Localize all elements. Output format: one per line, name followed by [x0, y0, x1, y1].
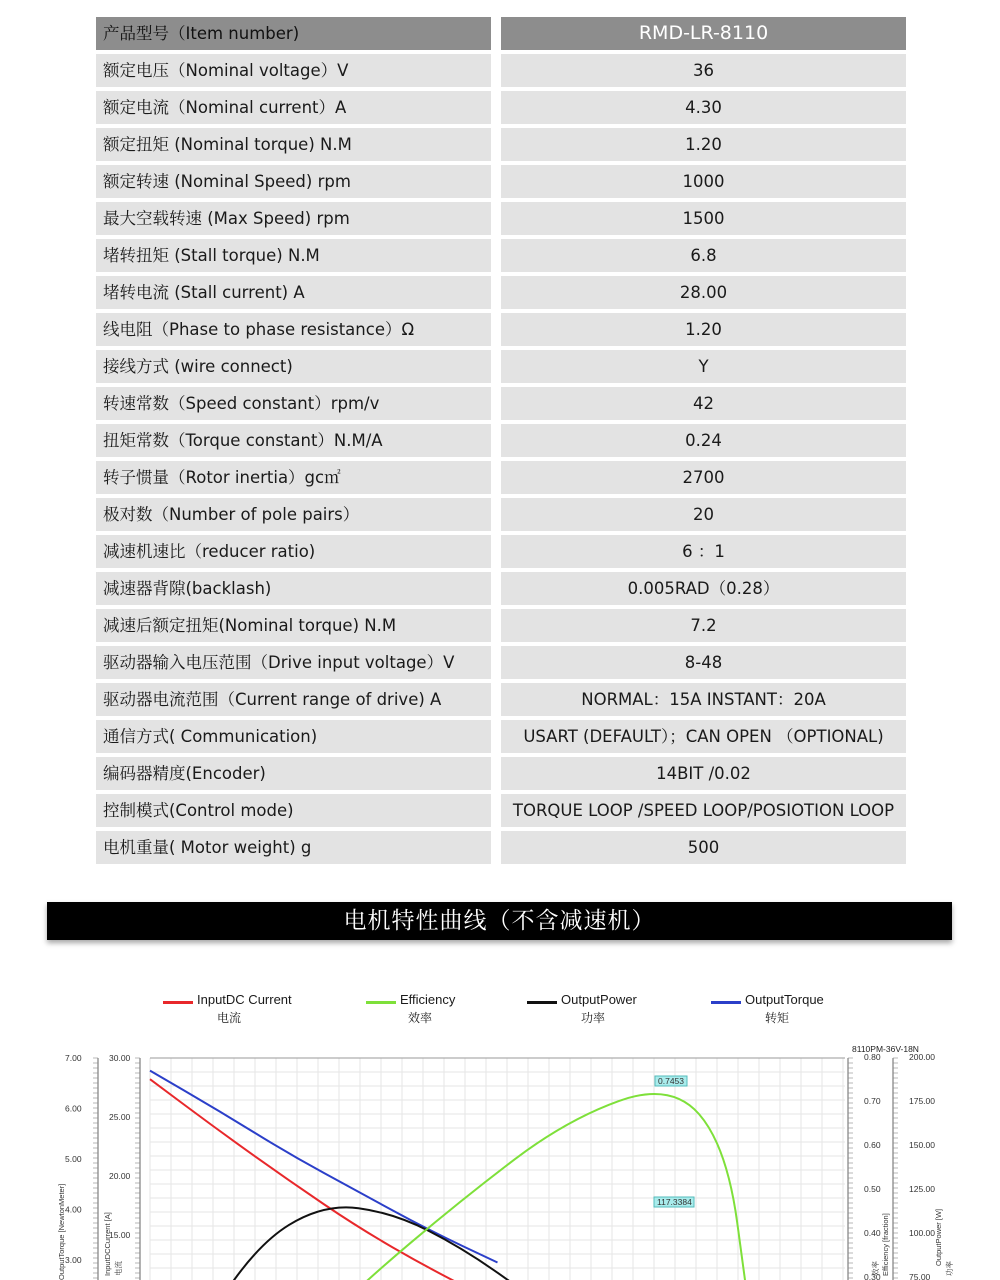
legend-label-power: OutputPower	[561, 992, 637, 1007]
chart-legend	[0, 990, 1000, 1030]
model-tag: 8110PM-36V-18N	[852, 1044, 919, 1054]
spec-row	[96, 535, 906, 568]
spec-label: 通信方式( Communication)	[96, 720, 491, 753]
legend-label-efficiency-cn: 效率	[408, 1011, 433, 1025]
spec-row	[96, 498, 906, 531]
efficiency-tick-label: 0.40	[864, 1228, 881, 1238]
spec-row	[96, 646, 906, 679]
section-banner: 电机特性曲线（不含减速机）	[47, 902, 952, 940]
spec-value: 2700	[501, 461, 906, 494]
power-tick-label: 100.00	[909, 1228, 935, 1238]
spec-label: 接线方式 (wire connect)	[96, 350, 491, 383]
spec-value: 1000	[501, 165, 906, 198]
legend-swatch-power	[527, 1001, 557, 1004]
series-line-outputpower	[185, 1207, 672, 1280]
spec-row	[96, 757, 906, 790]
spec-label: 线电阻（Phase to phase resistance）Ω	[96, 313, 491, 346]
spec-label: 额定电压（Nominal voltage）V	[96, 54, 491, 87]
spec-value: 1.20	[501, 128, 906, 161]
spec-value: 42	[501, 387, 906, 420]
spec-row	[96, 387, 906, 420]
legend-label-current: InputDC Current	[197, 992, 292, 1007]
spec-value: 0.005RAD（0.28）	[501, 572, 906, 605]
spec-header-label: 产品型号（Item number)	[96, 17, 491, 50]
spec-value: 6.8	[501, 239, 906, 272]
current-tick-label: 25.00	[109, 1111, 131, 1122]
efficiency-tick-label: 0.80	[864, 1052, 881, 1062]
spec-row	[96, 572, 906, 605]
spec-label: 极对数（Number of pole pairs）	[96, 498, 491, 531]
legend-label-efficiency: Efficiency	[400, 992, 456, 1007]
spec-label: 堵转扭矩 (Stall torque) N.M	[96, 239, 491, 272]
spec-row	[96, 54, 906, 87]
spec-value: 1.20	[501, 313, 906, 346]
legend-item-current	[163, 990, 323, 1030]
spec-label: 减速器背隙(backlash)	[96, 572, 491, 605]
spec-label: 转子惯量（Rotor inertia）gc㎡	[96, 461, 491, 494]
spec-row	[96, 239, 906, 272]
torque-tick-label: 3.00	[65, 1255, 82, 1265]
legend-item-efficiency	[366, 990, 526, 1030]
spec-value: TORQUE LOOP /SPEED LOOP/POSIOTION LOOP	[501, 794, 906, 827]
spec-label: 减速机速比（reducer ratio)	[96, 535, 491, 568]
spec-value: 28.00	[501, 276, 906, 309]
spec-label: 扭矩常数（Torque constant）N.M/A	[96, 424, 491, 457]
spec-label: 最大空载转速 (Max Speed) rpm	[96, 202, 491, 235]
efficiency-axis-title: Efficiency [fraction]	[881, 1213, 890, 1276]
spec-value: 8-48	[501, 646, 906, 679]
spec-header-value: RMD-LR-8110	[501, 17, 906, 50]
spec-row	[96, 609, 906, 642]
torque-axis-title: OutputTorque [NewtonMeter]	[57, 1183, 66, 1280]
torque-tick-label: 5.00	[65, 1154, 82, 1164]
power-tick-label: 75.00	[909, 1272, 931, 1280]
spec-row	[96, 128, 906, 161]
spec-row	[96, 794, 906, 827]
spec-row	[96, 350, 906, 383]
spec-row	[96, 165, 906, 198]
spec-label: 额定转速 (Nominal Speed) rpm	[96, 165, 491, 198]
spec-row	[96, 720, 906, 753]
series-line-outputtorque	[150, 1071, 498, 1263]
spec-row	[96, 276, 906, 309]
legend-label-power-cn: 功率	[581, 1011, 606, 1025]
legend-swatch-torque	[711, 1001, 741, 1004]
spec-label: 控制模式(Control mode)	[96, 794, 491, 827]
series-line-inputdc-current	[150, 1079, 498, 1280]
current-tick-label: 30.00	[109, 1053, 131, 1063]
spec-value: NORMAL：15A INSTANT：20A	[501, 683, 906, 716]
efficiency-axis-title-cn: 效率	[871, 1261, 880, 1276]
power-axis-title-cn: 功率	[945, 1261, 954, 1276]
spec-row	[96, 424, 906, 457]
spec-value: USART (DEFAULT）；CAN OPEN （OPTIONAL)	[501, 720, 906, 753]
spec-label: 额定电流（Nominal current）A	[96, 91, 491, 124]
spec-row	[96, 831, 906, 864]
spec-label: 电机重量( Motor weight) g	[96, 831, 491, 864]
characteristic-chart	[0, 1040, 1000, 1280]
spec-value: 1500	[501, 202, 906, 235]
power-peak-label: 117.3384	[657, 1197, 692, 1207]
efficiency-tick-label: 0.60	[864, 1140, 881, 1150]
spec-value: 4.30	[501, 91, 906, 124]
spec-label: 减速后额定扭矩(Nominal torque) N.M	[96, 609, 491, 642]
current-axis-title: InputDCCurrent [A]	[103, 1212, 112, 1276]
spec-label: 转速常数（Speed constant）rpm/v	[96, 387, 491, 420]
spec-value: 500	[501, 831, 906, 864]
chart-svg	[0, 1040, 1000, 1280]
spec-header-row	[96, 17, 906, 50]
power-tick-label: 150.00	[909, 1140, 935, 1150]
spec-value: 20	[501, 498, 906, 531]
efficiency-tick-label: 0.50	[864, 1184, 881, 1194]
spec-value: 6 ：1	[501, 535, 906, 568]
power-peak-annotation	[654, 1197, 694, 1207]
efficiency-tick-label: 0.70	[864, 1096, 881, 1106]
spec-label: 驱动器电流范围（Current range of drive) A	[96, 683, 491, 716]
current-axis-title-cn: 电流	[114, 1261, 123, 1276]
legend-label-torque-cn: 转矩	[765, 1011, 790, 1025]
torque-tick-label: 6.00	[65, 1103, 82, 1114]
spec-value: 7.2	[501, 609, 906, 642]
spec-value: Y	[501, 350, 906, 383]
current-tick-label: 20.00	[109, 1170, 131, 1181]
torque-tick-label: 4.00	[65, 1204, 82, 1215]
efficiency-peak-annotation	[655, 1076, 687, 1086]
power-tick-label: 125.00	[909, 1184, 935, 1194]
spec-label: 堵转电流 (Stall current) A	[96, 276, 491, 309]
current-tick-label: 15.00	[109, 1229, 131, 1240]
legend-item-power	[527, 990, 687, 1030]
legend-label-torque: OutputTorque	[745, 992, 824, 1007]
legend-swatch-efficiency	[366, 1001, 396, 1004]
chart-series	[150, 1071, 748, 1280]
series-line-efficiency	[289, 1094, 748, 1280]
power-tick-label: 200.00	[909, 1052, 935, 1062]
spec-label: 编码器精度(Encoder)	[96, 757, 491, 790]
torque-tick-label: 7.00	[65, 1053, 82, 1063]
efficiency-peak-label: 0.7453	[658, 1076, 684, 1086]
efficiency-tick-label: 0.30	[864, 1272, 881, 1280]
power-tick-label: 175.00	[909, 1096, 935, 1106]
legend-item-torque	[711, 990, 871, 1030]
power-axis-title: OutputPower [W]	[934, 1208, 943, 1266]
spec-row	[96, 91, 906, 124]
spec-value: 36	[501, 54, 906, 87]
spec-row	[96, 683, 906, 716]
spec-row	[96, 461, 906, 494]
spec-label: 驱动器输入电压范围（Drive input voltage）V	[96, 646, 491, 679]
spec-row	[96, 202, 906, 235]
legend-swatch-current	[163, 1001, 193, 1004]
legend-label-current-cn: 电流	[217, 1011, 242, 1025]
spec-value: 14BIT /0.02	[501, 757, 906, 790]
spec-row	[96, 313, 906, 346]
spec-value: 0.24	[501, 424, 906, 457]
spec-label: 额定扭矩 (Nominal torque) N.M	[96, 128, 491, 161]
